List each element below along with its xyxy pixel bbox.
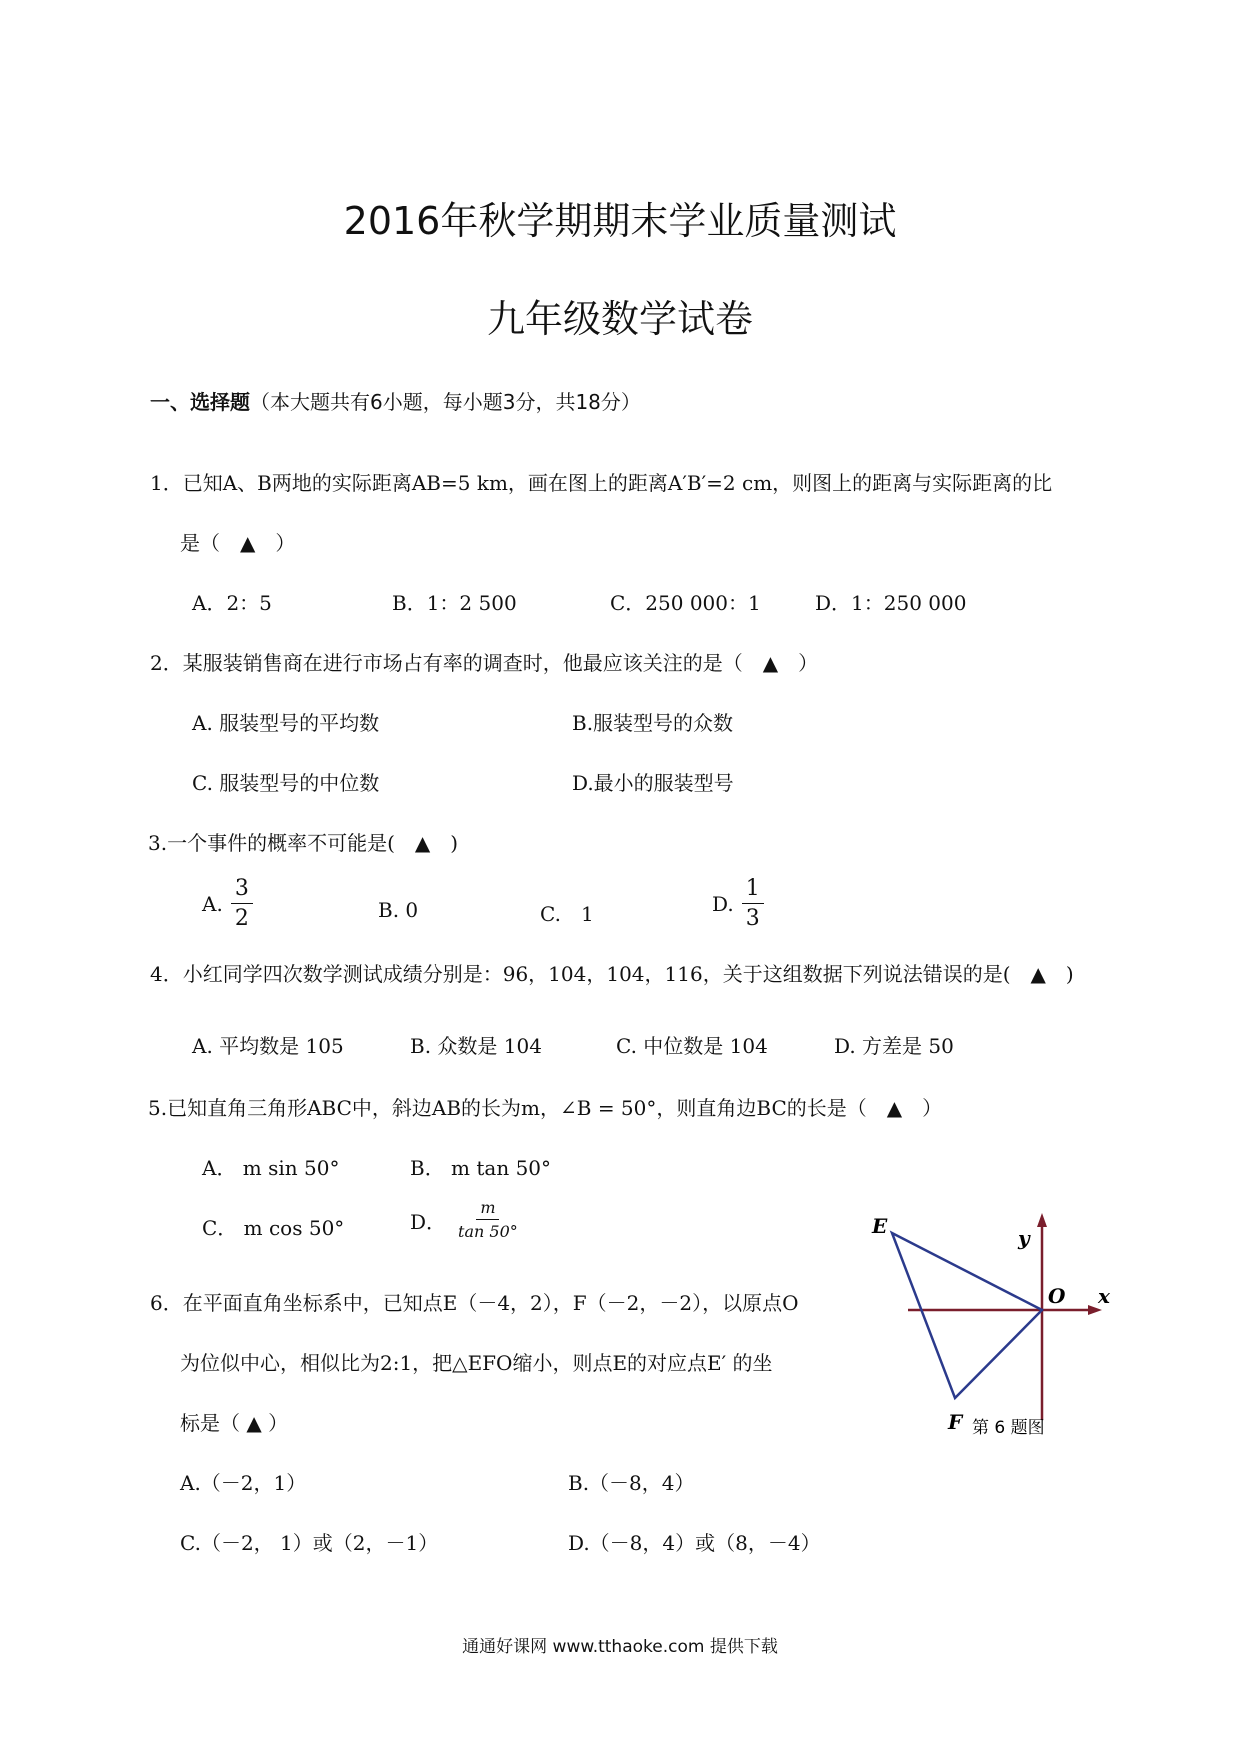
q4-option-d: D. 方差是 50: [834, 1034, 954, 1058]
section-title: 一、选择题: [150, 390, 250, 414]
question-6-stem-cont2: 标是（ ▲ ）: [180, 1411, 289, 1435]
q6-option-c: C.（－2， 1）或（2，－1）: [180, 1531, 439, 1555]
q3-option-d: [712, 878, 764, 930]
q6-option-b: B.（－8，4）: [568, 1471, 695, 1495]
question-3-stem: 3.一个事件的概率不可能是( ▲ ): [148, 831, 459, 855]
q6-option-a: A.（－2，1）: [180, 1471, 307, 1495]
q4-option-c: C. 中位数是 104: [616, 1034, 768, 1058]
q4-option-b: B. 众数是 104: [410, 1034, 542, 1058]
q1-option-b: B．1：2 500: [392, 591, 517, 615]
section-note: （本大题共有6小题，每小题3分，共18分）: [250, 390, 641, 414]
q6-option-d: D.（－8，4）或（8，－4）: [568, 1531, 821, 1555]
q5-option-d: [410, 1200, 518, 1240]
q2-option-b: B.服装型号的众数: [572, 711, 734, 735]
q3-option-a: [202, 878, 253, 930]
q3-option-b: B. 0: [378, 898, 419, 922]
q3-option-c: C. 1: [540, 902, 594, 926]
question-6-stem: 6．在平面直角坐标系中，已知点E（－4，2），F（－2，－2），以原点O: [150, 1291, 799, 1315]
question-5-stem: 5.已知直角三角形ABC中，斜边AB的长为m，∠B = 50°，则直角边BC的长是（ ▲ ）: [148, 1096, 943, 1120]
question-1-stem: 1．已知A、B两地的实际距离AB=5 km，画在图上的距离A′B′=2 cm，则图上的距离与实际距离的比: [150, 471, 1053, 495]
q5-option-a: A． m sin 50°: [202, 1156, 340, 1180]
triangle-efo: [892, 1233, 1042, 1398]
question-2-stem: 2．某服装销售商在进行市场占有率的调查时，他最应该关注的是（ ▲ ）: [150, 651, 819, 675]
figure-caption: 第 6 题图: [972, 1418, 1045, 1438]
x-axis-label: x: [1098, 1284, 1110, 1308]
q1-option-c: C．250 000：1: [610, 591, 761, 615]
q4-option-a: A. 平均数是 105: [192, 1034, 344, 1058]
y-axis-label: y: [1018, 1226, 1030, 1250]
q2-option-c: C. 服装型号的中位数: [192, 771, 380, 795]
q3-option-a-label: A.: [202, 892, 223, 916]
fraction-numerator: m: [476, 1200, 499, 1220]
fraction-three-halves: [231, 878, 253, 930]
q5-option-d-label: D．: [410, 1209, 447, 1234]
fraction-denominator: 3: [745, 906, 760, 931]
page-footer: 通通好课网 www.tthaoke.com 提供下载: [462, 1637, 778, 1657]
question-6-stem-cont: 为位似中心，相似比为2:1，把△EFO缩小，则点E的对应点E′ 的坐: [180, 1351, 773, 1375]
q1-option-a: A．2：5: [192, 591, 272, 615]
question-4-stem: 4．小红同学四次数学测试成绩分别是：96，104，104，116，关于这组数据下列说法错误的是( ▲ ): [150, 962, 1074, 986]
fraction-one-third: [742, 878, 764, 930]
q6-figure: [860, 1205, 1120, 1445]
q2-option-a: A. 服装型号的平均数: [192, 711, 380, 735]
exam-subtitle: 九年级数学试卷: [486, 297, 753, 341]
q5-option-c: C． m cos 50°: [202, 1216, 345, 1240]
fraction-numerator: 3: [231, 878, 253, 904]
question-1-stem-cont: 是（ ▲ ）: [180, 531, 296, 555]
section-heading: [150, 386, 641, 415]
q2-option-d: D.最小的服装型号: [572, 771, 734, 795]
q5-option-b: B． m tan 50°: [410, 1156, 552, 1180]
origin-label: O: [1048, 1284, 1066, 1308]
fraction-denominator: tan 50°: [458, 1222, 518, 1241]
q1-option-d: D．1：250 000: [815, 591, 967, 615]
point-e-label: E: [872, 1214, 888, 1238]
y-axis-arrow-icon: [1037, 1213, 1047, 1227]
point-f-label: F: [948, 1410, 963, 1434]
fraction-denominator: 2: [234, 906, 249, 931]
exam-title: 2016年秋学期期末学业质量测试: [343, 199, 897, 243]
q3-option-d-label: D.: [712, 892, 734, 916]
fraction-numerator: 1: [742, 878, 764, 904]
fraction-m-over-tan: [458, 1200, 518, 1240]
